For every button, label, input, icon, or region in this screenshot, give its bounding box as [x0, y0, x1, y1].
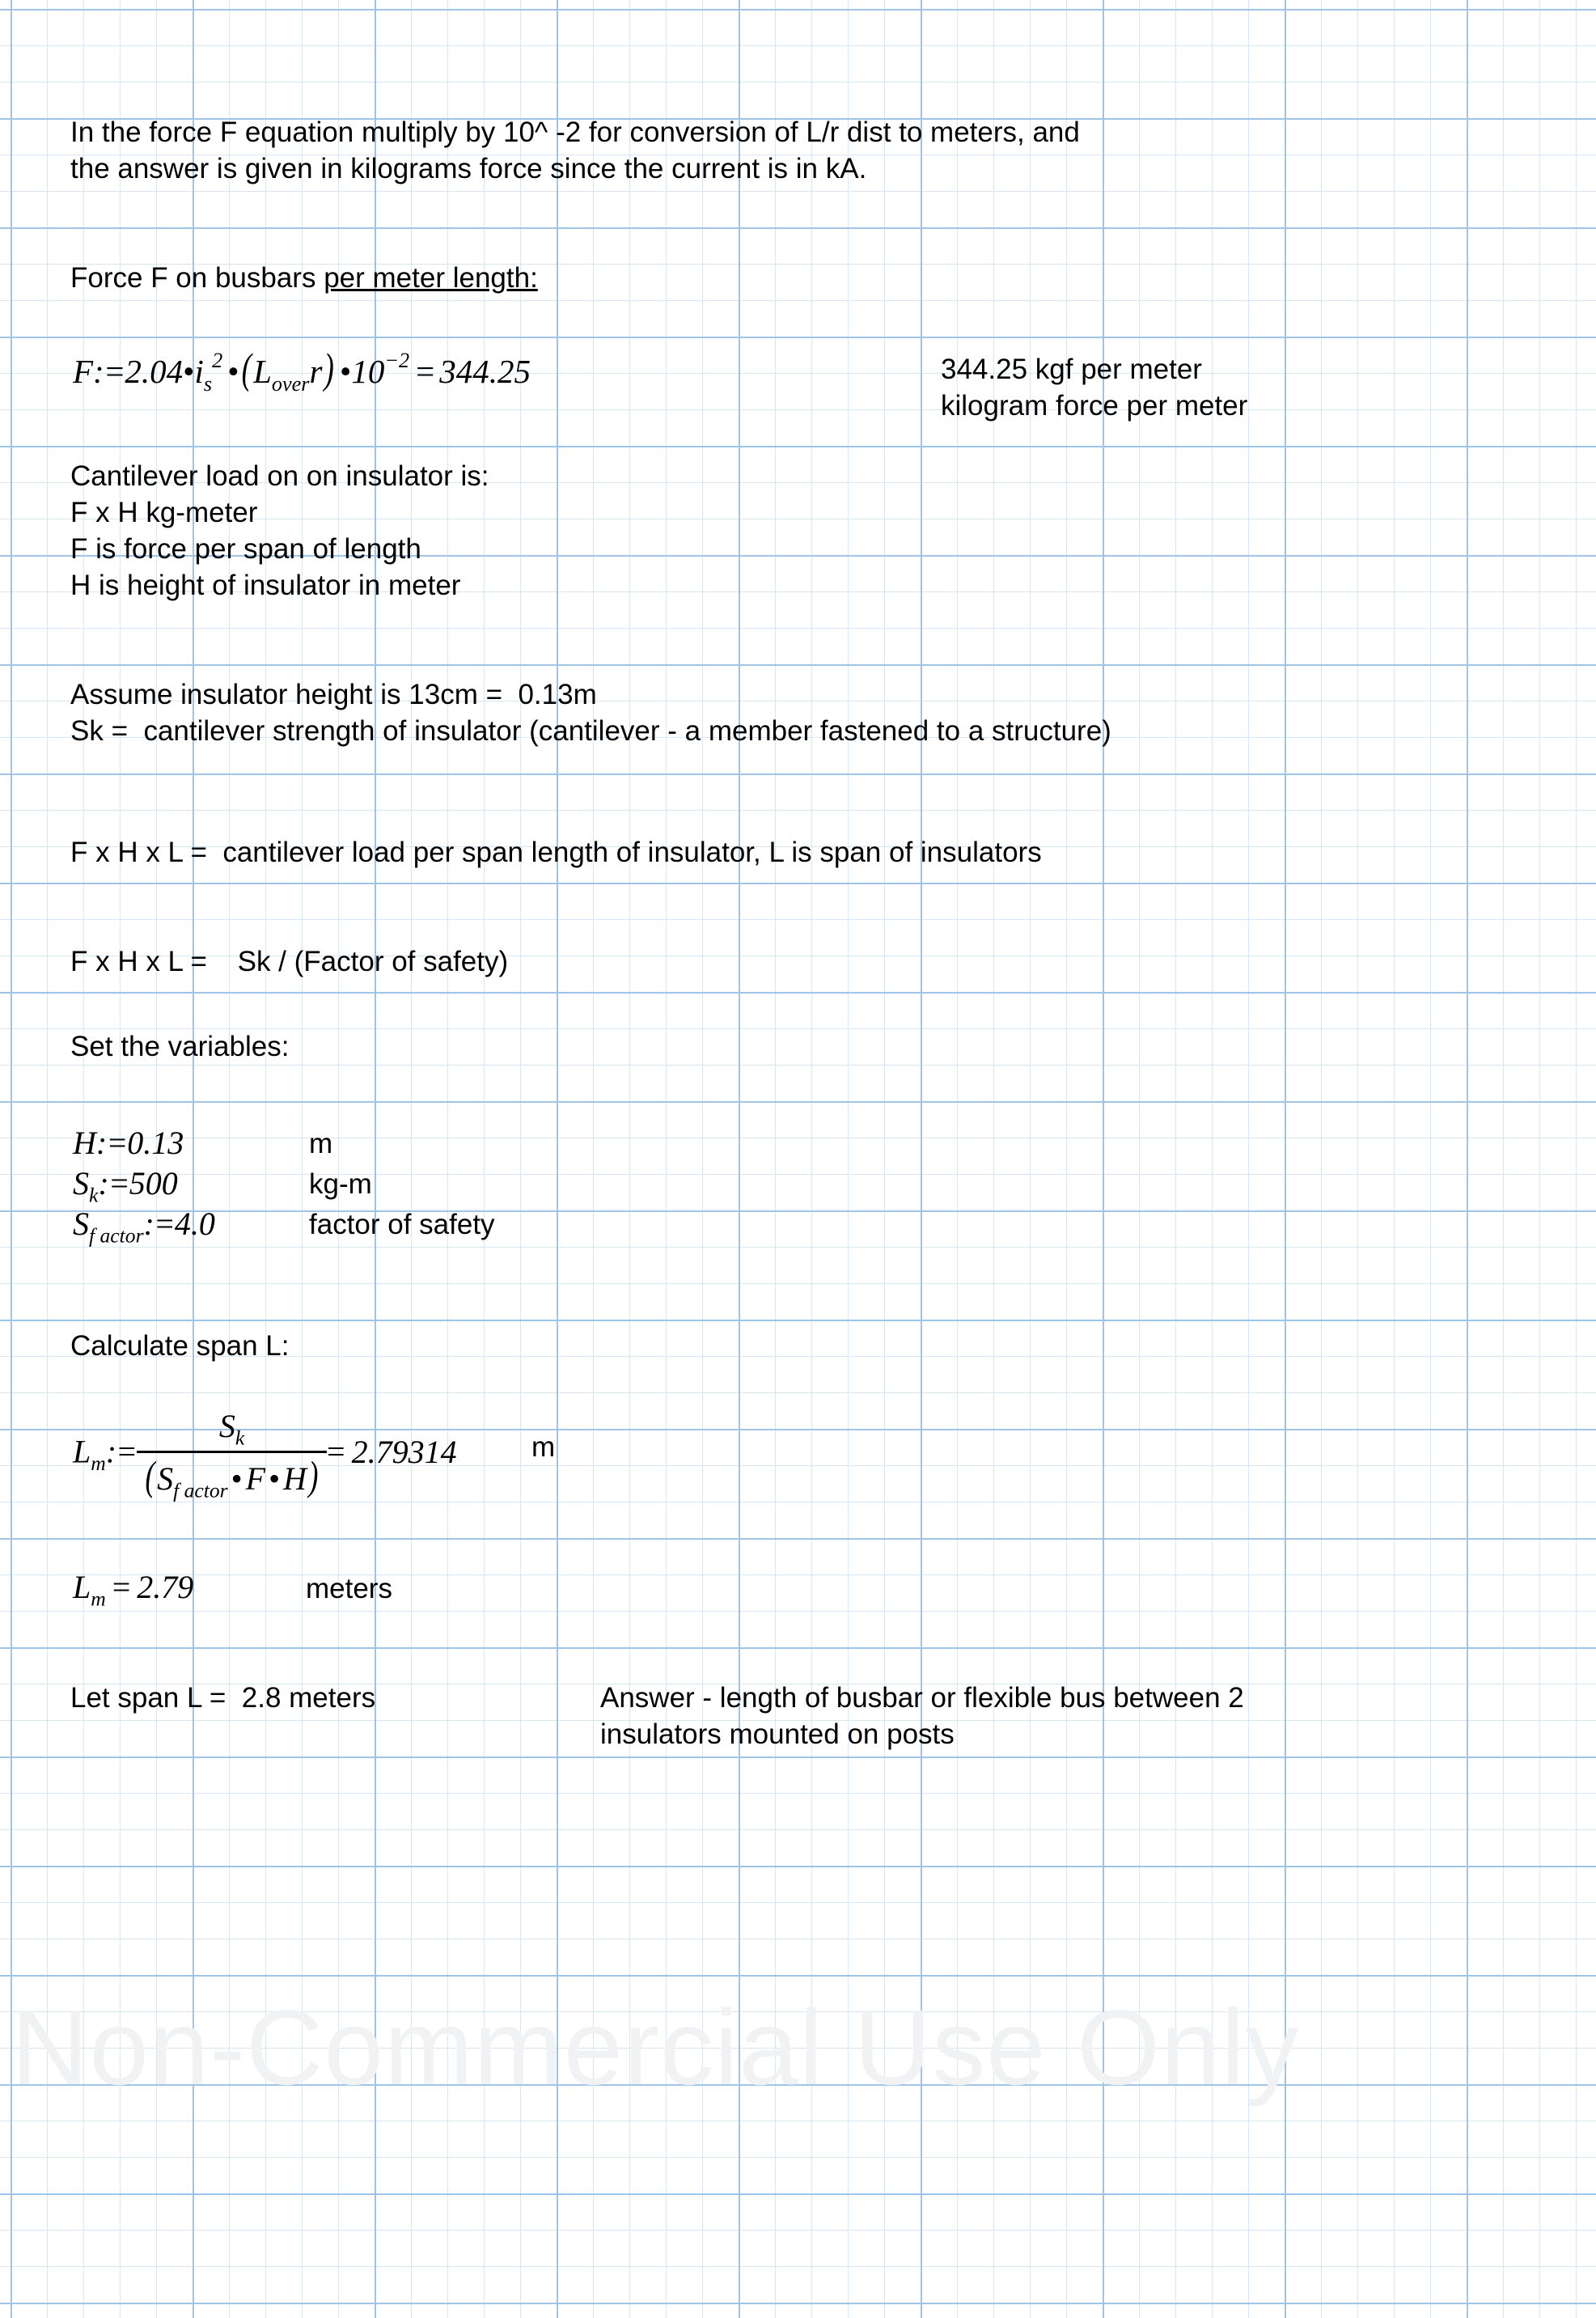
fhl-line-1: F x H x L = cantilever load per span length of insulator, L is span of insulators — [70, 837, 1042, 868]
span-result-subscript: m — [91, 1587, 106, 1611]
span-result-value: 2.79 — [137, 1569, 194, 1605]
paren-open: ( — [241, 345, 252, 392]
fraction-denominator — [137, 1453, 327, 1501]
force-annotation-line-2: kilogram force per meter — [941, 390, 1248, 422]
fraction-numerator — [137, 1410, 327, 1451]
multiply-dot-3: • — [339, 353, 352, 390]
force-annotation-line-1: 344.25 kgf per meter — [941, 354, 1202, 385]
variable-sfactor-symbol: S — [73, 1206, 89, 1242]
variable-sk-unit: kg-m — [309, 1168, 372, 1200]
force-equation-coefficient: 2.04 — [125, 353, 184, 390]
variable-h-assign: := — [95, 1125, 128, 1161]
non-commercial-watermark: Non-Commercial Use Only — [11, 1988, 1300, 2107]
denominator-symbol-1: S — [157, 1460, 174, 1498]
answer-line-1: Answer - length of busbar or flexible bus between 2 — [600, 1682, 1244, 1714]
variable-sfactor-value: 4.0 — [174, 1206, 215, 1242]
power-base: 10 — [351, 353, 385, 390]
cantilever-line-2: F x H kg-meter — [70, 497, 258, 528]
fhl-line-2 — [70, 943, 508, 980]
variable-definition-sk — [73, 1167, 178, 1206]
calculate-span-heading: Calculate span L: — [70, 1330, 290, 1362]
force-heading-underlined: per meter length: — [324, 262, 538, 294]
assume-line-2: Sk = cantilever strength of insulator (cantilever - a member fastened to a structure) — [70, 715, 1111, 747]
variable-sk-assign: := — [98, 1165, 129, 1201]
current-subscript: s — [203, 371, 213, 396]
multiply-dot-2: • — [227, 353, 239, 390]
paren-close: ) — [324, 345, 335, 392]
intro-line-1: In the force F equation multiply by 10^ -2 for conversion of L/r dist to meters, and — [70, 117, 1080, 148]
multiply-dot-1: • — [183, 353, 195, 390]
variable-h-symbol: H — [73, 1125, 96, 1161]
numerator-subscript: k — [235, 1426, 245, 1450]
equals-sign: = — [416, 353, 435, 390]
variable-sfactor-subscript: f actor — [89, 1223, 144, 1248]
denominator-paren-close: ) — [308, 1453, 319, 1500]
set-variables-heading: Set the variables: — [70, 1031, 290, 1062]
ratio-variable: L — [253, 353, 272, 390]
span-equation-fraction — [137, 1410, 327, 1502]
variable-definition-sfactor — [73, 1208, 215, 1246]
cantilever-line-3: F is force per span of length — [70, 533, 421, 565]
denominator-paren-open: ( — [145, 1453, 155, 1500]
current-variable: i — [194, 353, 204, 390]
numerator-symbol: S — [218, 1408, 235, 1444]
span-equation-result: 2.79314 — [351, 1433, 457, 1470]
span-equation-equals: = — [327, 1433, 345, 1470]
answer-line-2: insulators mounted on posts — [600, 1718, 955, 1750]
fhl-line-2-lhs: F x H x L = — [70, 946, 215, 977]
ratio-variable-2: r — [309, 353, 323, 390]
span-equation — [73, 1409, 457, 1501]
denominator-subscript-1: f actor — [173, 1479, 228, 1503]
let-span-statement: Let span L = 2.8 meters — [70, 1682, 376, 1714]
variable-sk-subscript: k — [89, 1183, 99, 1207]
force-result: 344.25 — [439, 353, 531, 390]
denominator-dot-2: • — [269, 1460, 281, 1498]
variable-h-value: 0.13 — [127, 1125, 184, 1161]
variable-h-unit: m — [309, 1128, 333, 1159]
span-result-symbol: L — [73, 1569, 91, 1605]
denominator-dot-1: • — [231, 1460, 243, 1498]
denominator-symbol-2: F — [245, 1460, 266, 1498]
span-result-unit: meters — [306, 1573, 392, 1604]
span-equation-unit: m — [531, 1431, 556, 1463]
fhl-line-2-rhs: Sk / (Factor of safety) — [237, 946, 509, 977]
assume-line-1: Assume insulator height is 13cm = 0.13m — [70, 679, 597, 710]
variable-sk-value: 500 — [129, 1165, 178, 1201]
span-equation-assign: := — [105, 1433, 138, 1470]
force-heading — [70, 260, 538, 296]
span-equation-lhs-subscript: m — [91, 1451, 106, 1476]
variable-sk-symbol: S — [73, 1165, 89, 1201]
variable-definition-h — [73, 1127, 184, 1159]
force-heading-prefix: Force F on busbars — [70, 262, 324, 294]
cantilever-line-1: Cantilever load on on insulator is: — [70, 460, 489, 492]
span-equation-lhs: L — [73, 1433, 91, 1470]
denominator-symbol-3: H — [283, 1460, 307, 1498]
force-equation-assign: := — [93, 353, 125, 390]
force-equation-lhs: F — [73, 353, 94, 390]
intro-line-2: the answer is given in kilograms force since the current is in kA. — [70, 153, 867, 184]
variable-sfactor-unit: factor of safety — [309, 1209, 495, 1240]
variable-sfactor-assign: := — [143, 1206, 175, 1242]
power-exponent: −2 — [384, 349, 410, 373]
cantilever-line-4: H is height of insulator in meter — [70, 570, 461, 601]
force-equation — [73, 345, 531, 396]
current-exponent: 2 — [212, 349, 223, 373]
span-result-equals: = — [112, 1569, 131, 1605]
span-result — [73, 1571, 193, 1609]
ratio-subscript: over — [271, 371, 310, 396]
